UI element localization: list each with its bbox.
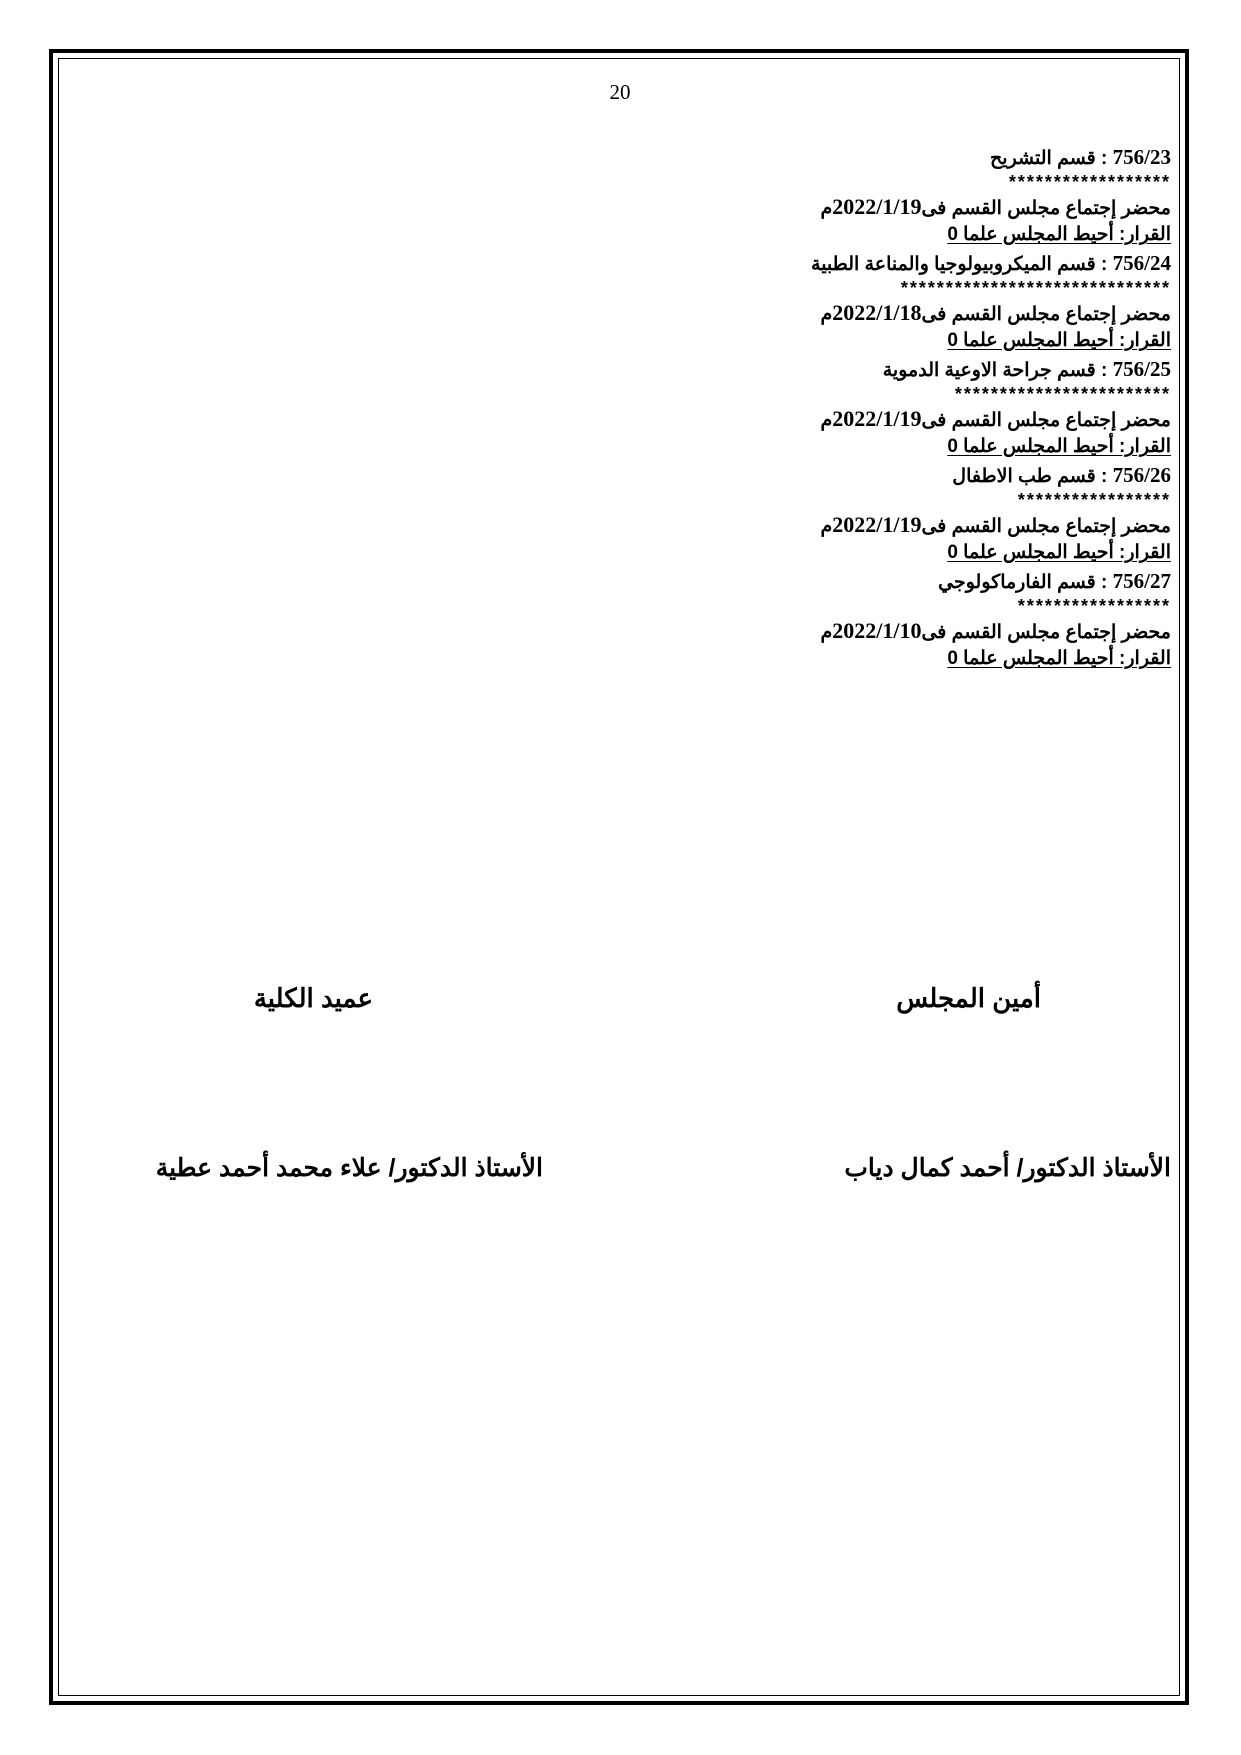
section-separator: : [1095,254,1113,275]
minutes-line [471,193,1171,221]
department-name: قسم طب الاطفال [952,466,1096,487]
star-divider: ***************** [1017,596,1171,616]
minutes-label: محضر إجتماع مجلس القسم فى [921,622,1171,643]
minutes-suffix: م [820,622,833,643]
minutes-suffix: م [820,304,833,325]
page-number: 20 [609,80,631,104]
section-756-27 [471,567,1171,673]
minutes-line [471,511,1171,539]
section-756-26 [471,461,1171,567]
decision-line: القرار: أحيط المجلس علما 0 [947,648,1171,669]
minutes-line [471,617,1171,645]
section-number: 756/23 [1112,145,1171,169]
section-number: 756/25 [1112,357,1171,381]
decision-line: القرار: أحيط المجلس علما 0 [947,330,1171,351]
star-divider: ************************ [954,384,1171,404]
minutes-suffix: م [820,516,833,537]
minutes-suffix: م [820,198,833,219]
minutes-label: محضر إجتماع مجلس القسم فى [921,304,1171,325]
department-name: قسم الميكروبيولوجيا والمناعة الطبية [811,254,1096,275]
section-heading [471,355,1171,383]
department-name: قسم التشريح [990,148,1096,169]
minutes-line [471,405,1171,433]
department-name: قسم الفارماكولوجي [938,572,1096,593]
minutes-line [471,299,1171,327]
minutes-label: محضر إجتماع مجلس القسم فى [921,198,1171,219]
section-heading [471,461,1171,489]
section-756-25 [471,355,1171,461]
minutes-date: 2022/1/18 [832,300,922,325]
minutes-label: محضر إجتماع مجلس القسم فى [921,516,1171,537]
section-separator: : [1095,148,1113,169]
minutes-date: 2022/1/19 [832,406,922,431]
star-divider: ****************************** [900,278,1171,298]
section-heading [471,249,1171,277]
secretary-title: أمين المجلس [896,983,1041,1013]
section-756-23 [471,143,1171,249]
minutes-suffix: م [820,410,833,431]
star-divider: ***************** [1017,490,1171,510]
section-separator: : [1095,360,1113,381]
decision-line: القرار: أحيط المجلس علما 0 [947,542,1171,563]
department-name: قسم جراحة الاوعية الدموية [882,360,1096,381]
section-separator: : [1095,466,1113,487]
dean-title: عميد الكلية [253,983,373,1013]
minutes-date: 2022/1/10 [832,618,922,643]
section-number: 756/24 [1112,251,1171,275]
minutes-label: محضر إجتماع مجلس القسم فى [921,410,1171,431]
section-756-24 [471,249,1171,355]
section-number: 756/27 [1112,569,1171,593]
minutes-date: 2022/1/19 [832,512,922,537]
dean-name: الأستاذ الدكتور/ علاء محمد أحمد عطية [155,1154,543,1182]
section-heading [471,567,1171,595]
minutes-content [471,143,1171,673]
secretary-name: الأستاذ الدكتور/ أحمد كمال دياب [844,1154,1171,1182]
star-divider: ****************** [1008,172,1171,192]
section-number: 756/26 [1112,463,1171,487]
section-heading [471,143,1171,171]
decision-line: القرار: أحيط المجلس علما 0 [947,224,1171,245]
minutes-date: 2022/1/19 [832,194,922,219]
decision-line: القرار: أحيط المجلس علما 0 [947,436,1171,457]
section-separator: : [1095,572,1113,593]
